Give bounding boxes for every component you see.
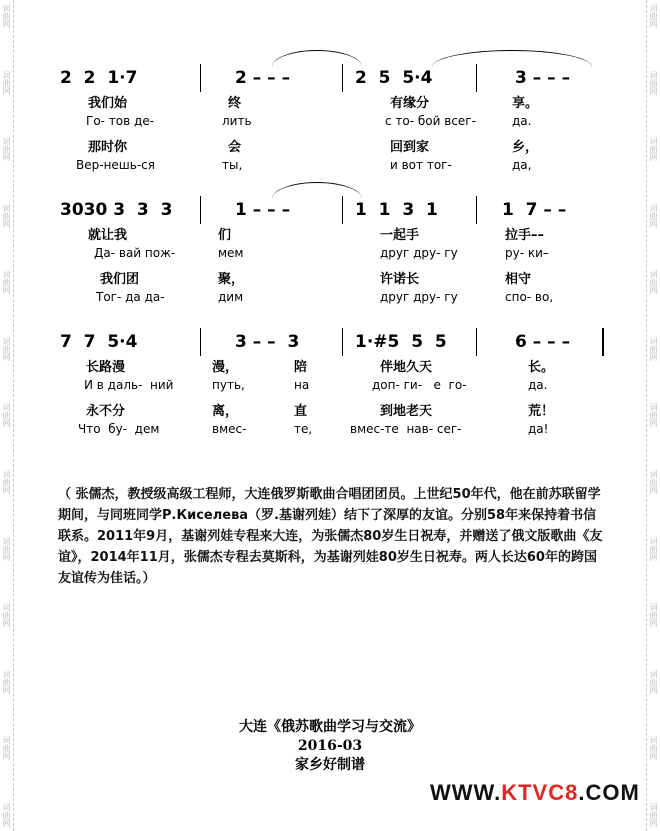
lyric: 有缘分 [390,96,430,111]
score-system-2 [50,196,610,312]
lyric: дим [218,290,244,304]
barline [200,196,201,224]
lyric: 我们始 [88,96,128,111]
date-line: 2016-03 [297,738,363,754]
margin-label: 词曲网 [649,70,658,95]
watermark-tld: .COM [578,780,640,805]
barline [200,64,201,92]
margin-label: 词曲网 [2,403,11,428]
lyric: 永不分 [86,404,126,419]
lyric: с то- бой всег- [385,114,476,128]
lyric: да. [512,114,532,128]
lyric: спо- во, [505,290,554,304]
margin-label: 词曲网 [649,802,658,827]
notation-row [50,64,610,92]
margin-label: 词曲网 [649,470,658,495]
margin-label: 词曲网 [2,536,11,561]
lyric-line [50,422,610,444]
lyric: 到地老天 [380,404,433,419]
lyric: 就让我 [88,228,128,243]
measure: 1 – – – [235,200,291,220]
lyric: мем [218,246,244,260]
lyric: И в даль- ний [84,378,174,392]
lyric-line [50,92,610,114]
measure: 2 5 5·4 [355,68,433,88]
lyric-line [50,246,610,268]
lyric: 会 [228,140,242,155]
margin-label: 词曲网 [649,736,658,761]
margin-label: 词曲网 [2,736,11,761]
lyric: Тог- да да- [96,290,165,304]
lyric: 长。 [528,360,555,375]
lyric: 回到家 [390,140,430,155]
margin-label: 词曲网 [2,70,11,95]
lyric: доп- ги- е го- [372,378,467,392]
lyric-line [50,268,610,290]
margin-label: 词曲网 [649,270,658,295]
margin-label: 词曲网 [2,603,11,628]
lyric: 伴地久天 [380,360,433,375]
lyric: Да- вай пож- [94,246,176,260]
lyric: 相守 [505,272,532,287]
barline [476,196,477,224]
notation-row [50,328,610,356]
margin-label: 词曲网 [2,336,11,361]
margin-label: 词曲网 [2,802,11,827]
lyric: 漫， [212,360,239,375]
lyric: путь, [212,378,245,392]
source-line: 大连《俄苏歌曲学习与交流》 [239,719,421,735]
measure: 1 7 – – [502,200,567,220]
lyric: 乡， [512,140,539,155]
lyric-line [50,400,610,422]
barline [342,64,343,92]
measure: 2 – – – [235,68,291,88]
lyric: 拉手–– [505,228,545,243]
barline [200,328,201,356]
background-note: （ 张儒杰，教授级高级工程师，大连俄罗斯歌曲合唱团团员。上世纪50年代，他在前苏联留学期间，与同班同学Р.Киселева（罗.基谢列娃）结下了深厚的友谊。分别58年来保持着书信联系。2011年9月，基谢列娃专程来大连，为张儒杰80岁生日祝寿，并赠送了俄文版歌曲《友谊》，2014年11月，张儒杰专程去莫斯科，为基谢列娃80岁生日祝寿。两人长达60年的跨国友谊传为佳话。） [58,487,603,586]
lyric: друг дру- гу [380,290,458,304]
lyric: и вот тог- [390,158,452,172]
lyric: 直 [294,404,308,419]
lyric: ру- ки– [505,246,549,260]
lyric: 我们团 [100,272,140,287]
barline [342,196,343,224]
lyric: те, [294,422,313,436]
margin-label: 词曲网 [2,203,11,228]
lyric: лить [222,114,252,128]
site-watermark [430,780,640,806]
barline [476,328,477,356]
lyric: вмес- [212,422,247,436]
credits [0,718,660,775]
lyric-line [50,114,610,136]
lyric: 们 [218,228,232,243]
lyric: друг дру- гу [380,246,458,260]
lyric: Вер-нешь-ся [76,158,155,172]
lyric: вмес-те нав- сег- [350,422,462,436]
score-system-1 [50,64,610,180]
margin-label: 词曲网 [2,669,11,694]
lyric-line [50,290,610,312]
margin-label: 词曲网 [649,137,658,162]
lyric-line [50,356,610,378]
score-system-3 [50,328,610,444]
left-margin-watermark [0,0,14,831]
lyric: 终 [228,96,242,111]
arranger-line: 家乡好制谱 [295,757,365,773]
measure: 2 2 1·7 [60,68,138,88]
notation-row [50,196,610,224]
measure: 3030 3 3 3 [60,200,173,220]
right-margin-watermark [646,0,660,831]
margin-label: 词曲网 [649,403,658,428]
lyric: Го- тов де- [86,114,155,128]
lyric: да, [512,158,532,172]
lyric: Что бу- дем [78,422,160,436]
margin-label: 词曲网 [649,203,658,228]
lyric: 离， [212,404,239,419]
margin-label: 词曲网 [2,4,11,28]
lyric: 陪 [294,360,308,375]
lyric: 聚， [218,272,245,287]
lyric-line [50,158,610,180]
margin-label: 词曲网 [649,603,658,628]
slur [272,50,362,67]
lyric-line [50,378,610,400]
lyric-line [50,224,610,246]
margin-label: 词曲网 [649,4,658,28]
lyric: 享。 [512,96,539,111]
lyric: 荒！ [528,404,555,419]
measure: 6 – – – [515,332,571,352]
lyric: да! [528,422,549,436]
measure: 7 7 5·4 [60,332,138,352]
lyric: ты, [222,158,243,172]
measure: 3 – – – [515,68,571,88]
margin-label: 词曲网 [2,137,11,162]
lyric: 长路漫 [86,360,126,375]
barline [476,64,477,92]
lyric-line [50,136,610,158]
watermark-domain: KTVC8 [501,780,579,805]
watermark-www: WWW. [430,780,502,805]
margin-label: 词曲网 [2,270,11,295]
measure: 1 1 3 1 [355,200,438,220]
slur [272,182,362,199]
barline [342,328,343,356]
lyric: 许诺长 [380,272,420,287]
margin-label: 词曲网 [649,536,658,561]
slur [432,50,592,67]
measure: 3 – – 3 [235,332,300,352]
lyric: на [294,378,310,392]
margin-label: 词曲网 [649,669,658,694]
margin-label: 词曲网 [2,470,11,495]
measure: 1·#5 5 5 [355,332,447,352]
lyric: да. [528,378,548,392]
lyric: 一起手 [380,228,420,243]
final-barline [602,328,604,356]
lyric: 那时你 [88,140,128,155]
margin-label: 词曲网 [649,336,658,361]
